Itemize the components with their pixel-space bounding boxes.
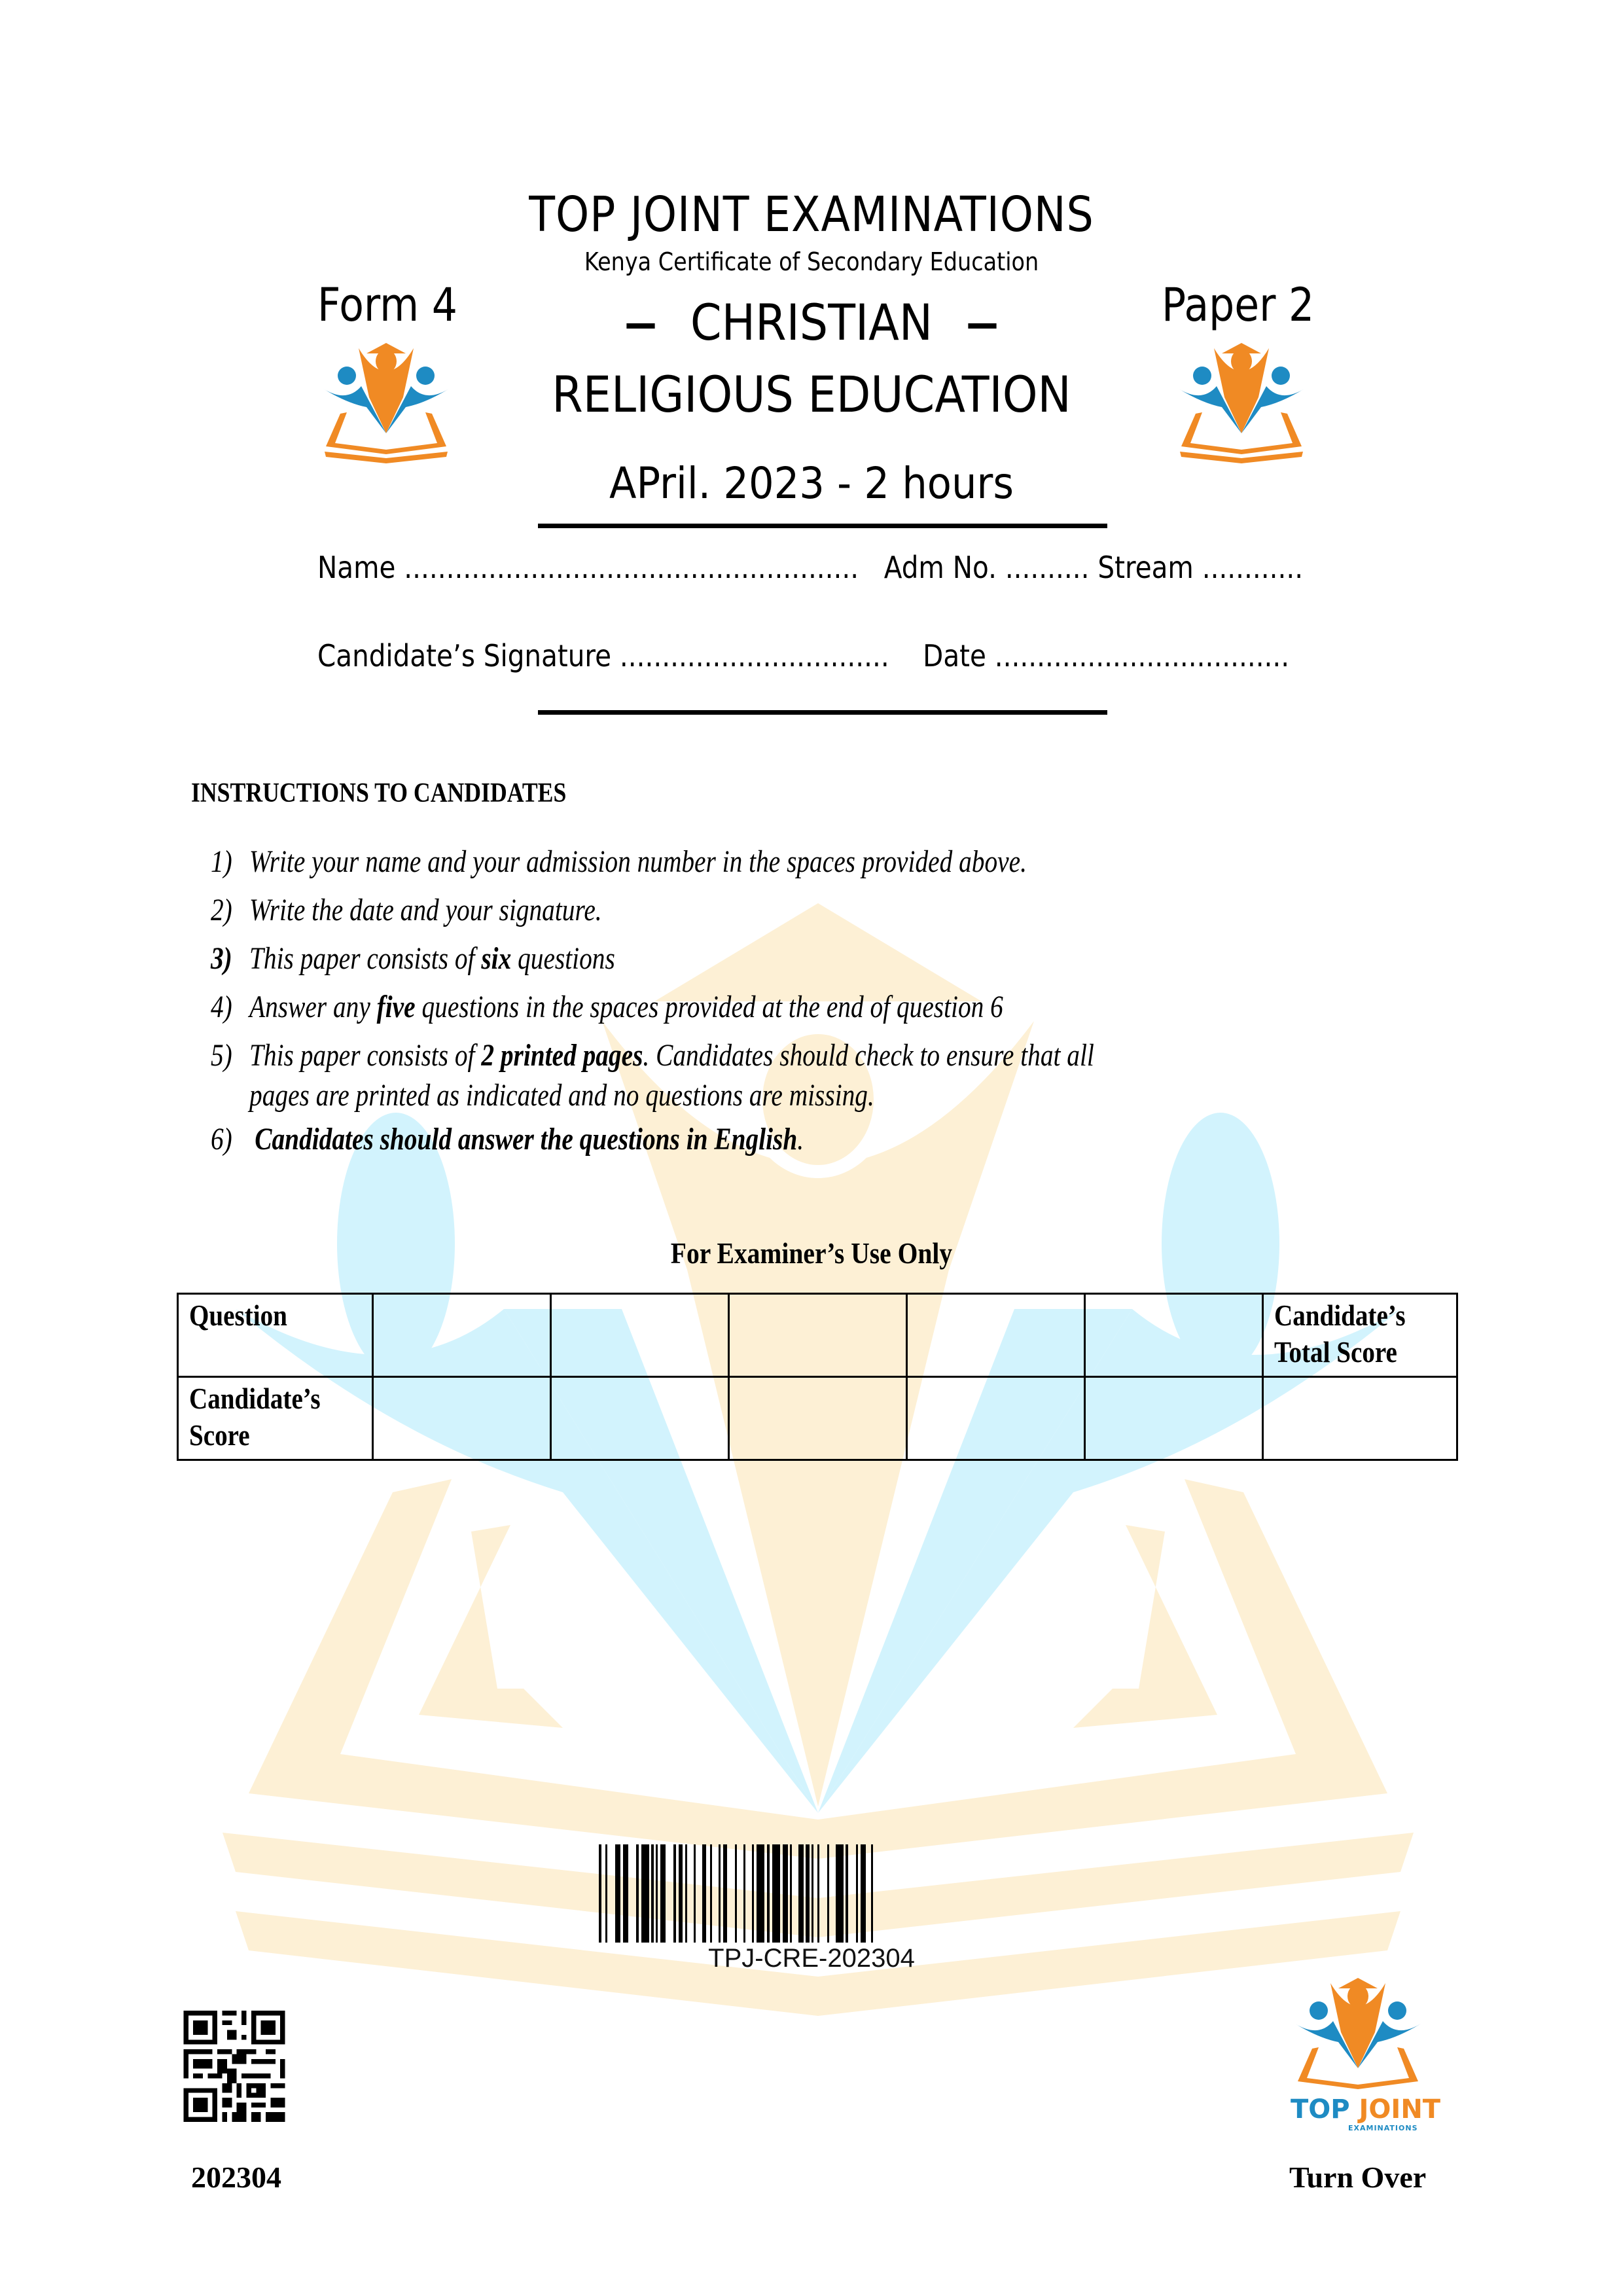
dash-right (968, 323, 996, 329)
divider (538, 524, 1107, 528)
examiner-score-table (177, 1293, 1458, 1461)
paper-code: 202304 (191, 2161, 281, 2194)
item-number: 2) (211, 893, 232, 927)
item-number: 6) (211, 1122, 232, 1157)
question-cell[interactable] (373, 1294, 551, 1377)
question-cell[interactable] (907, 1294, 1085, 1377)
row-header-score: Candidate’s Score (178, 1377, 373, 1460)
exam-body-title: TOP JOINT EXAMINATIONS (529, 187, 1094, 243)
score-cell[interactable] (907, 1377, 1085, 1460)
score-cell[interactable] (729, 1377, 907, 1460)
instruction-item (211, 1115, 1230, 1164)
total-score-header: Candidate’s Total Score (1263, 1294, 1457, 1377)
date-label: Date (923, 638, 986, 673)
question-cell[interactable] (551, 1294, 729, 1377)
brand-logo-icon (1173, 335, 1310, 466)
candidate-info-row2 (317, 638, 1289, 673)
signature-label: Candidate’s Signature (317, 638, 612, 673)
date-field[interactable]: ................................... (994, 638, 1290, 673)
turn-over-label: Turn Over (1289, 2161, 1427, 2194)
candidate-info-row1 (317, 550, 1303, 585)
subject-title-line1 (81, 293, 1542, 351)
exam-body-subtitle: Kenya Certificate of Secondary Education (584, 247, 1039, 276)
barcode-icon (599, 1844, 1018, 1943)
instructions-heading: INSTRUCTIONS TO CANDIDATES (191, 778, 567, 808)
paper-number: Paper 2 (1162, 278, 1315, 332)
brand-logo-icon (1286, 1970, 1430, 2094)
question-cell[interactable] (1085, 1294, 1263, 1377)
item-text: pages are printed as indicated and no questions are missing. (249, 1078, 874, 1113)
table-row (178, 1294, 1457, 1377)
item-text: This paper consists of 2 printed pages. Candidates should check to ensure that all (249, 1038, 1094, 1073)
brand-wordmark-sub: EXAMINATIONS (1348, 2124, 1418, 2132)
item-text: Answer any five questions in the spaces provided at the end of question 6 (249, 990, 1003, 1024)
divider (538, 710, 1107, 715)
exam-date-duration: APril. 2023 - 2 hours (609, 458, 1014, 509)
score-cell[interactable] (373, 1377, 551, 1460)
brand-wordmark: TOP JOINT (1291, 2094, 1441, 2125)
total-score-cell[interactable] (1263, 1377, 1457, 1460)
instructions-list (211, 838, 1454, 1164)
subject-title-line2: RELIGIOUS EDUCATION (552, 365, 1071, 423)
item-number: 4) (211, 990, 232, 1024)
item-text: This paper consists of six questions (249, 941, 615, 976)
instruction-item-continued (211, 1076, 1230, 1115)
instruction-item (211, 1031, 1230, 1080)
barcode-label: TPJ-CRE-202304 (708, 1944, 915, 1973)
instruction-item (211, 838, 1230, 886)
qr-code-icon (183, 2011, 285, 2122)
adm-label: Adm No. (883, 550, 997, 585)
subject-line1-text: CHRISTIAN (690, 293, 933, 351)
score-cell[interactable] (551, 1377, 729, 1460)
item-text: Candidates should answer the questions in English. (255, 1122, 804, 1157)
stream-field[interactable]: ............ (1202, 550, 1304, 585)
row-header-question: Question (178, 1294, 373, 1377)
table-row (178, 1377, 1457, 1460)
signature-field[interactable]: ................................ (619, 638, 889, 673)
instruction-item (211, 935, 1230, 983)
examiner-section-title: For Examiner’s Use Only (670, 1236, 953, 1270)
dash-left (627, 323, 655, 329)
form-level: Form 4 (317, 278, 457, 332)
item-text: Write your name and your admission number in the spaces provided above. (249, 844, 1027, 879)
question-cell[interactable] (729, 1294, 907, 1377)
adm-no-field[interactable]: .......... (1005, 550, 1090, 585)
item-text: Write the date and your signature. (249, 893, 602, 927)
item-number: 5) (211, 1038, 232, 1073)
brand-logo-icon (317, 335, 455, 466)
instruction-item (211, 983, 1230, 1031)
item-number: 1) (211, 844, 232, 879)
name-field[interactable]: ...................................................... (404, 550, 859, 585)
stream-label: Stream (1097, 550, 1194, 585)
name-label: Name (317, 550, 396, 585)
instruction-item (211, 886, 1230, 935)
item-number: 3) (211, 941, 232, 976)
score-cell[interactable] (1085, 1377, 1263, 1460)
